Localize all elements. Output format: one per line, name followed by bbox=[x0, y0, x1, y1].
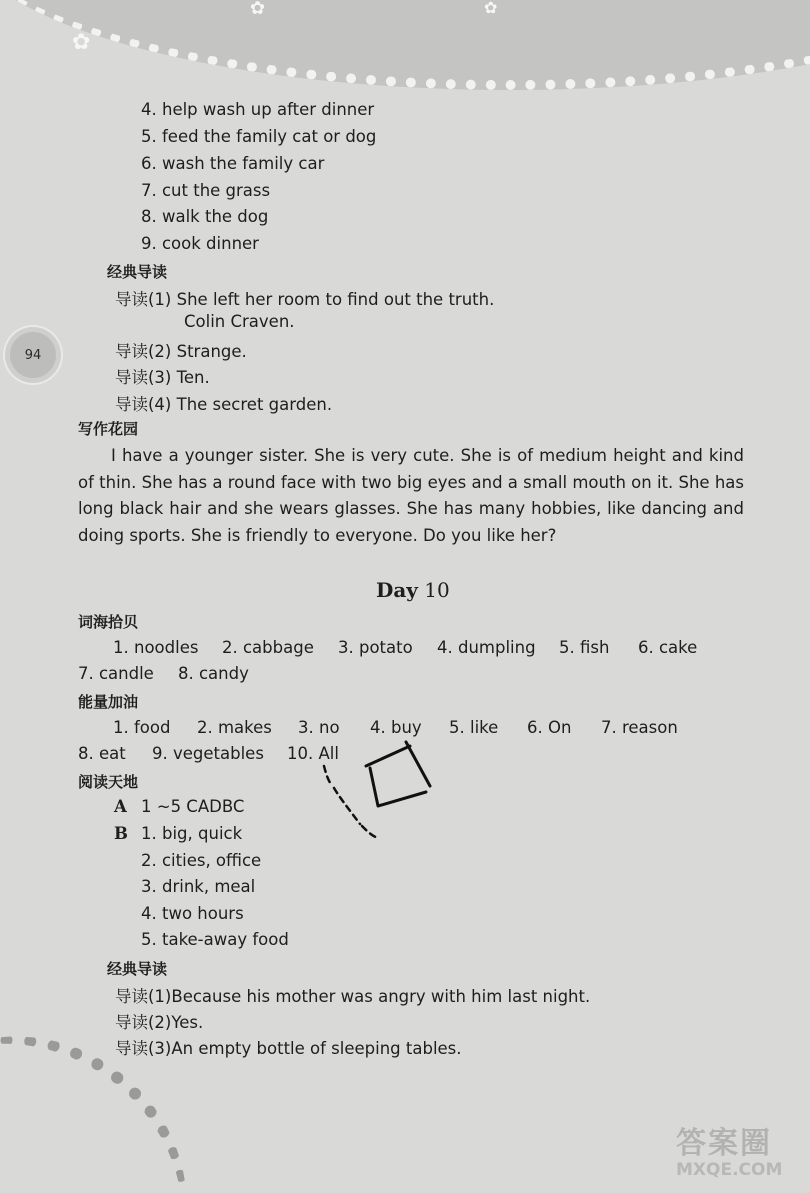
task-item: 5. feed the family cat or dog bbox=[141, 127, 377, 146]
writing-paragraph: I have a younger sister. She is very cute. She is of medium height and kind of thin. She has a round face with two big eyes and a small mouth on it. She has long black hair and she wears glasses. She has many hobbies, like dancing and doing sports. She is friendly to everyone. Do you like her? bbox=[78, 446, 744, 546]
vocab-answer: 6. cake bbox=[638, 638, 698, 657]
guide-answer: 导读(1) She left her room to find out the truth. bbox=[115, 290, 495, 309]
vocab-answer: 5. fish bbox=[559, 638, 610, 657]
energy-answer: 9. vegetables bbox=[152, 744, 264, 763]
watermark-url: MXQE.COM bbox=[676, 1160, 783, 1180]
part-b-answer: 2. cities, office bbox=[141, 851, 262, 870]
task-item: 9. cook dinner bbox=[141, 234, 259, 253]
vocab-answer: 4. dumpling bbox=[437, 638, 536, 657]
guide-answer: 导读(3) Ten. bbox=[115, 368, 210, 387]
energy-answer: 5. like bbox=[449, 718, 499, 737]
flower-icon: ✿ bbox=[72, 30, 91, 55]
vocab-answer: 1. noodles bbox=[113, 638, 199, 657]
reading-b-row bbox=[0, 824, 810, 846]
reading-a-row bbox=[0, 797, 810, 819]
energy-answer: 2. makes bbox=[197, 718, 272, 737]
part-a-label: A bbox=[114, 797, 127, 816]
task-item: 6. wash the family car bbox=[141, 154, 325, 173]
vocab-row bbox=[0, 664, 810, 686]
guide-answer: 导读(4) The secret garden. bbox=[115, 395, 333, 414]
vocab-answer: 8. candy bbox=[178, 664, 249, 683]
guide-answer: 导读(2) Strange. bbox=[115, 342, 247, 361]
part-b-answer: 3. drink, meal bbox=[141, 877, 256, 896]
part-b-answer: 4. two hours bbox=[141, 904, 244, 923]
top-decorative-band bbox=[0, 0, 810, 90]
vocab-heading: 词海拾贝 bbox=[78, 613, 139, 631]
task-item: 7. cut the grass bbox=[141, 181, 271, 200]
page-number-badge bbox=[10, 332, 56, 378]
guide-answer: 导读(3)An empty bottle of sleeping tables. bbox=[115, 1039, 462, 1058]
page-number: 94 bbox=[24, 347, 42, 363]
energy-answer: 10. All bbox=[287, 744, 339, 763]
reading-heading: 阅读天地 bbox=[78, 773, 139, 791]
guide-answer: Colin Craven. bbox=[184, 312, 295, 331]
writing-garden-heading: 写作花园 bbox=[78, 420, 139, 438]
energy-answer: 1. food bbox=[113, 718, 171, 737]
vocab-answer: 2. cabbage bbox=[222, 638, 314, 657]
energy-answer: 7. reason bbox=[601, 718, 678, 737]
vocab-row bbox=[0, 638, 810, 660]
vocab-answer: 7. candle bbox=[78, 664, 154, 683]
classic-reading-heading: 经典导读 bbox=[107, 960, 168, 978]
guide-answer: 导读(2)Yes. bbox=[115, 1013, 204, 1032]
part-a-answer: 1 ~5 CADBC bbox=[141, 797, 245, 816]
watermark-logo: 答案圈 bbox=[676, 1126, 772, 1161]
vocab-answer: 3. potato bbox=[338, 638, 413, 657]
part-b-answer: 1. big, quick bbox=[141, 824, 243, 843]
flower-icon: ✿ bbox=[484, 0, 498, 17]
flower-icon: ✿ bbox=[250, 0, 266, 19]
energy-answer: 4. buy bbox=[370, 718, 422, 737]
task-item: 8. walk the dog bbox=[141, 207, 269, 226]
energy-answer: 6. On bbox=[527, 718, 572, 737]
classic-reading-heading: 经典导读 bbox=[107, 263, 168, 281]
task-item: 4. help wash up after dinner bbox=[141, 100, 375, 119]
energy-answer: 3. no bbox=[298, 718, 340, 737]
guide-answer: 导读(1)Because his mother was angry with him last night. bbox=[115, 987, 591, 1006]
part-b-label: B bbox=[114, 824, 128, 843]
energy-answer: 8. eat bbox=[78, 744, 126, 763]
part-b-answer: 5. take-away food bbox=[141, 930, 289, 949]
energy-heading: 能量加油 bbox=[78, 693, 139, 711]
day-title: Day 10 bbox=[376, 578, 450, 602]
